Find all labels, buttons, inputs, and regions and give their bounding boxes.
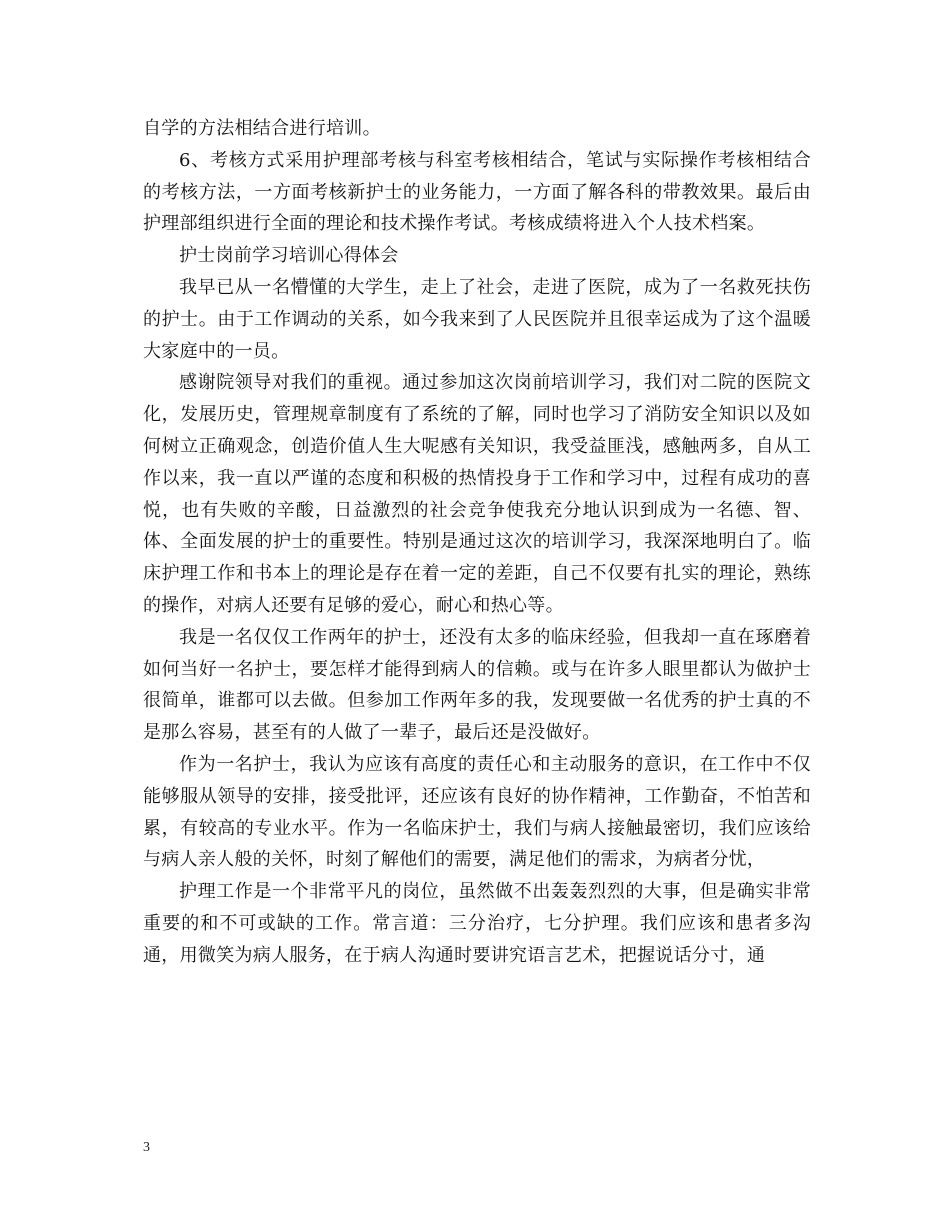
paragraph-5: 感谢院领导对我们的重视。通过参加这次岗前培训学习，我们对二院的医院文化，发展历史，管理规章制度有了系统的了解，同时也学习了消防安全知识以及如何树立正确观念，创造价值人生大呢感有关知识，我受益匪浅，感触两多，自从工作以来，我一直以严谨的态度和积极的热情投身于工作和学习中，过程有成功的喜悦，也有失败的辛酸，日益激烈的社会竞争使我充分地认识到成为一名德、智、体、全面发展的护士的重要性。特别是通过这次的培训学习，我深深地明白了。临床护理工作和书本上的理论是存在着一定的差距，自己不仅要有扎实的理论，熟练的操作，对病人还要有足够的爱心，耐心和热心等。 bbox=[143, 372, 811, 616]
page-number: 3 bbox=[143, 1140, 150, 1155]
paragraph-6: 我是一名仅仅工作两年的护士，还没有太多的临床经验，但我却一直在琢磨着如何当好一名护士，要怎样才能得到病人的信赖。或与在许多人眼里都认为做护士很简单，谁都可以去做。但参加工作两年多的我，发现要做一名优秀的护士真的不是那么容易，甚至有的人做了一辈子，最后还是没做好。 bbox=[143, 626, 811, 744]
paragraph-2: 6、考核方式采用护理部考核与科室考核相结合，笔试与实际操作考核相结合的考核方法，一方面考核新护士的业务能力，一方面了解各科的带教效果。最后由护理部组织进行全面的理论和技术操作考试。考核成绩将进入个人技术档案。 bbox=[143, 149, 811, 235]
paragraph-8: 护理工作是一个非常平凡的岗位，虽然做不出轰轰烈烈的大事，但是确实非常重要的和不可或缺的工作。常言道：三分治疗，七分护理。我们应该和患者多沟通，用微笑为病人服务，在于病人沟通时要讲究语言艺术，把握说话分寸，通 bbox=[143, 881, 811, 966]
document-body bbox=[143, 113, 811, 972]
paragraph-4: 我早已从一名懵懂的大学生，走上了社会，走进了医院，成为了一名救死扶伤的护士。由于工作调动的关系，如今我来到了人民医院并且很幸运成为了这个温暖大家庭中的一员。 bbox=[143, 276, 811, 362]
section-heading: 护士岗前学习培训心得体会 bbox=[179, 245, 399, 267]
paragraph-7: 作为一名护士，我认为应该有高度的责任心和主动服务的意识，在工作中不仅能够服从领导的安排，接受批评，还应该有良好的协作精神，工作勤奋，不怕苦和累，有较高的专业水平。作为一名临床护士，我们与病人接触最密切，我们应该给与病人亲人般的关怀，时刻了解他们的需要，满足他们的需求，为病者分忧， bbox=[143, 753, 811, 871]
paragraph-1: 自学的方法相结合进行培训。 bbox=[143, 118, 381, 139]
